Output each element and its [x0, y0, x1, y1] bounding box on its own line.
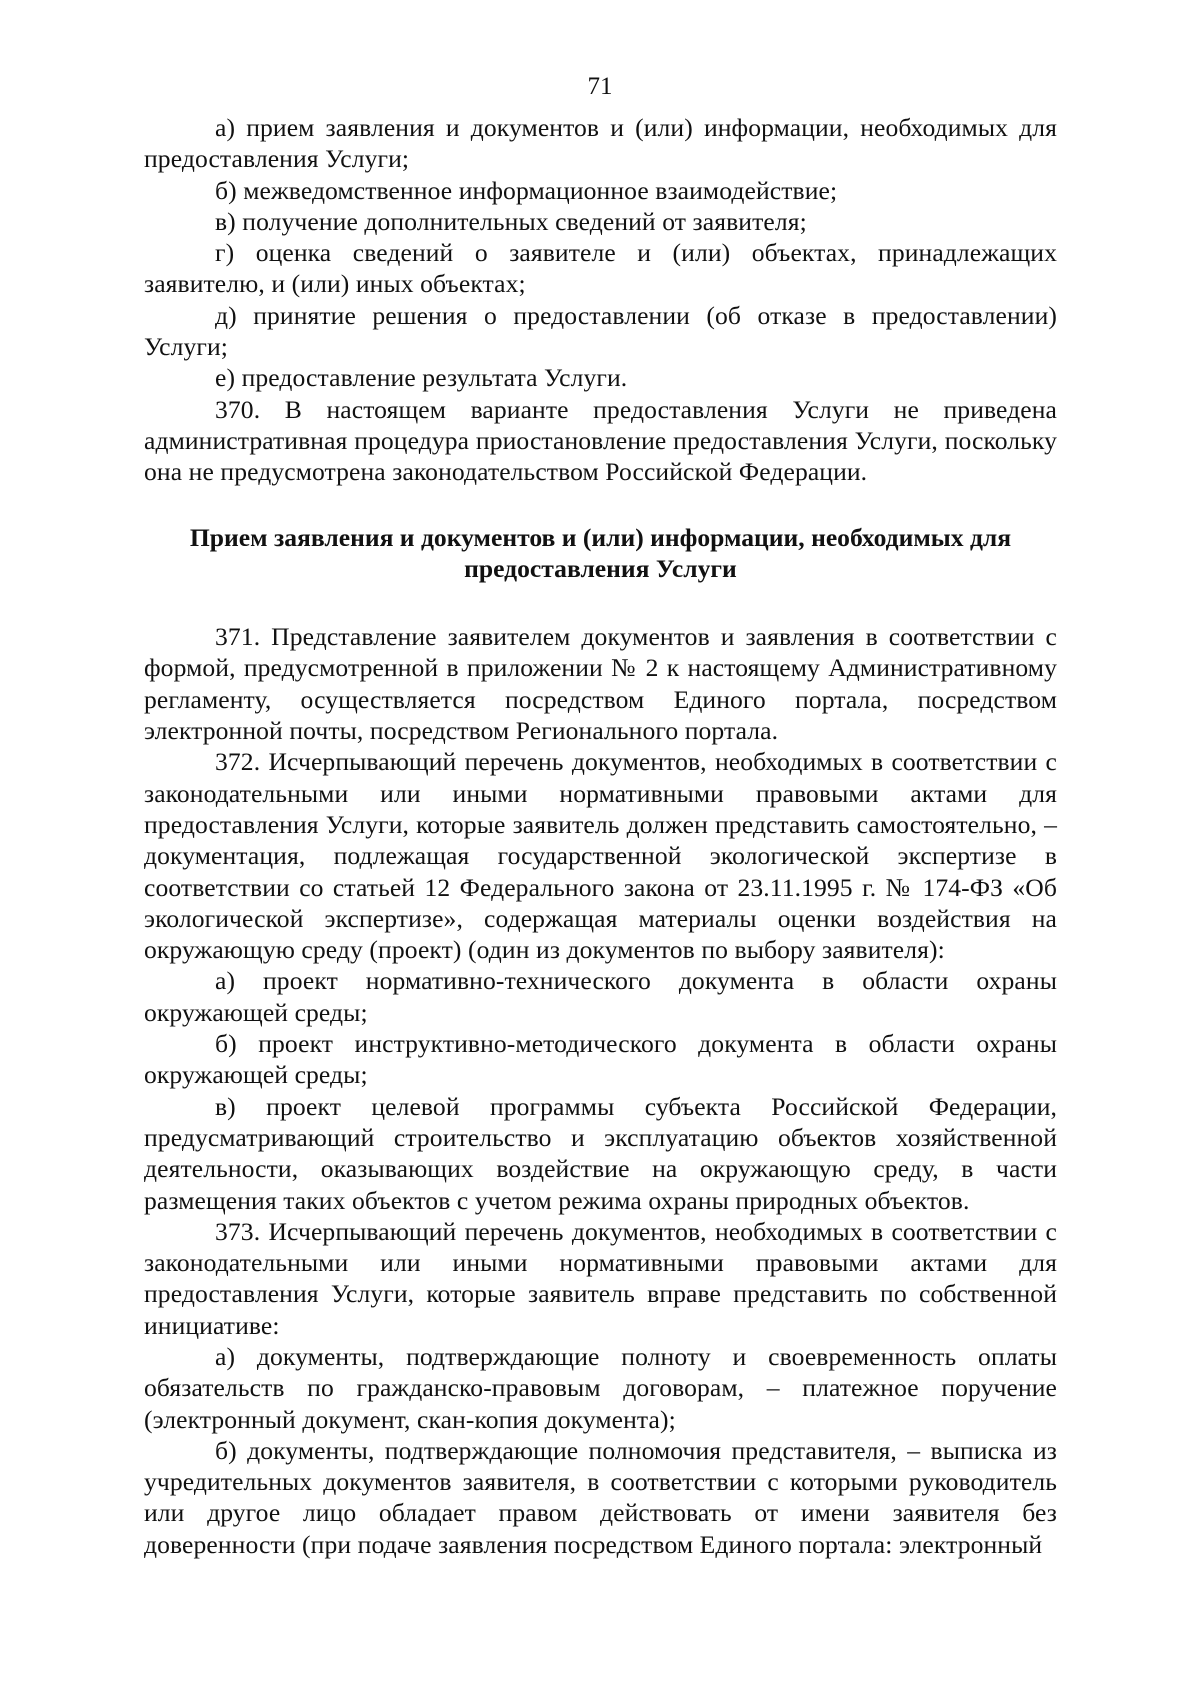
section-heading-line-2: предоставления Услуги [464, 553, 737, 583]
procedure-list [144, 112, 1057, 488]
section-heading-line-1: Прием заявления и документов и (или) информации, необходимых для [189, 522, 1012, 552]
list-item-b: б) межведомственное информационное взаимодействие; [215, 175, 838, 205]
paragraph-373: 373. Исчерпывающий перечень документов, необходимых в соответствии с законодательными или иными нормативными правовыми актами для предоставления Услуги, которые заявитель вправе представить по собственной инициативе: [144, 1216, 1057, 1340]
paragraph-372-item-b: б) проект инструктивно-методического документа в области охраны окружающей среды; [144, 1029, 1057, 1090]
list-item-v: в) получение дополнительных сведений от заявителя; [215, 206, 807, 236]
page-number: 71 [587, 73, 613, 100]
paragraph-372-item-v: в) проект целевой программы субъекта Российской Федерации, предусматривающий строительство и эксплуатацию объектов хозяйственной деятельности, оказывающих воздействие на окружающую среду, в части размещения таких объектов с учетом режима охраны природных объектов. [144, 1091, 1057, 1215]
paragraph-372: 372. Исчерпывающий перечень документов, необходимых в соответствии с законодательными или иными нормативными правовыми актами для предоставления Услуги, которые заявитель должен представить самостоятельно, – документация, подлежащая государственной экологической экспертизе в соответствии со статьей 12 Федерального закона от 23.11.1995 г. № 174-ФЗ «Об экологической экспертизе», содержащая материалы оценки воздействия на окружающую среду (проект) (один из документов по выбору заявителя): [144, 747, 1057, 965]
list-item-e: е) предоставление результата Услуги. [215, 363, 628, 393]
list-item-d: д) принятие решения о предоставлении (об отказе в предоставлении) Услуги; [144, 300, 1057, 362]
paragraph-373-item-a: а) документы, подтверждающие полноту и своевременность оплаты обязательств по гражданско-правовым договорам, – платежное поручение (электронный документ, скан-копия документа); [144, 1341, 1057, 1434]
list-item-a: а) прием заявления и документов и (или) информации, необходимых для предоставления Услуги; [144, 113, 1057, 174]
section-body [144, 621, 1057, 1560]
paragraph-372-item-a: а) проект нормативно-технического документа в области охраны окружающей среды; [144, 966, 1057, 1027]
page-content [144, 112, 1057, 1560]
list-item-g: г) оценка сведений о заявителе и (или) объектах, принадлежащих заявителю, и (или) иных объектах; [144, 238, 1057, 299]
paragraph-371: 371. Представление заявителем документов и заявления в соответствии с формой, предусмотренной в приложении № 2 к настоящему Административному регламенту, осуществляется посредством Единого портала, посредством электронной почты, посредством Регионального портала. [144, 622, 1057, 746]
section-heading [144, 522, 1057, 585]
paragraph-370: 370. В настоящем варианте предоставления Услуги не приведена административная процедура приостановление предоставления Услуги, поскольку она не предусмотрена законодательством Российской Федерации. [144, 394, 1057, 487]
paragraph-373-item-b: б) документы, подтверждающие полномочия представителя, – выписка из учредительных документов заявителя, в соответствии с которыми руководитель или другое лицо обладает правом действовать от имени заявителя без доверенности (при подаче заявления посредством Единого портала: электронный [144, 1435, 1057, 1559]
